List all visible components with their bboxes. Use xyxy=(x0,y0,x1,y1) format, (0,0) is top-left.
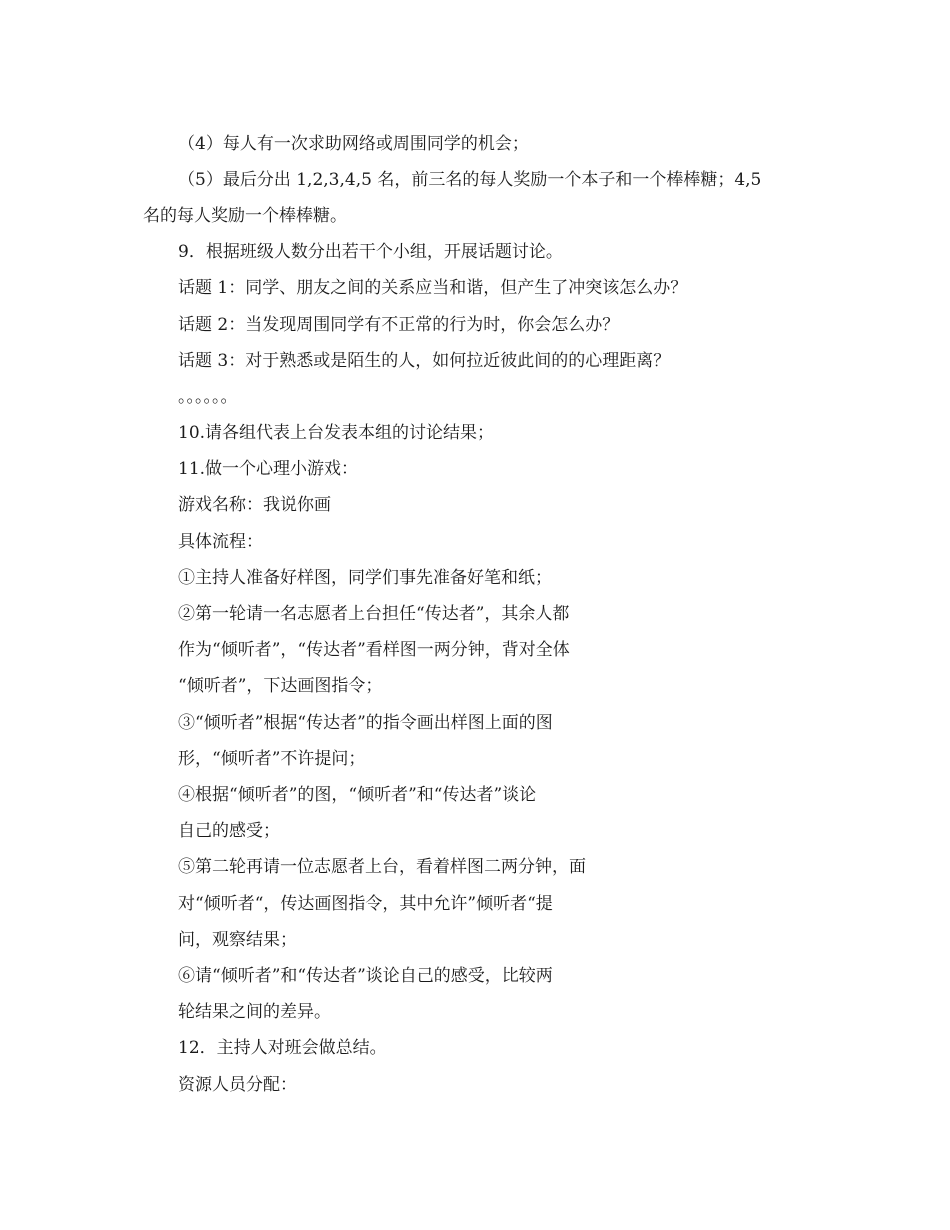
step-10: 10.请各组代表上台发表本组的讨论结果； xyxy=(178,423,495,443)
topic-2: 话题 2：当发现周围同学有不正常的行为时，你会怎么办？ xyxy=(178,315,620,335)
process-heading: 具体流程： xyxy=(178,532,263,552)
rule-item-4: （4）每人有一次求助网络或周围同学的机会； xyxy=(178,134,529,154)
process-step-3-cont: 形，“倾听者”不许提问； xyxy=(178,749,366,769)
rule-item-5: （5）最后分出 1,2,3,4,5 名，前三名的每人奖励一个本子和一个棒棒糖；4,5 xyxy=(178,170,762,190)
process-step-2-cont-2: “倾听者”，下达画图指令； xyxy=(178,676,383,696)
topic-1: 话题 1：同学、朋友之间的关系应当和谐，但产生了冲突该怎么办？ xyxy=(178,278,688,298)
topic-3: 话题 3：对于熟悉或是陌生的人，如何拉近彼此间的的心理距离？ xyxy=(178,351,671,371)
process-step-4-cont: 自己的感受； xyxy=(178,821,280,841)
step-12: 12．主持人对班会做总结。 xyxy=(178,1038,387,1058)
process-step-6: ⑥请“倾听者”和“传达者”谈论自己的感受，比较两 xyxy=(178,966,553,986)
ellipsis-line: 。。。。。。 xyxy=(178,387,238,407)
process-step-4: ④根据“倾听者”的图，“倾听者”和“传达者”谈论 xyxy=(178,785,537,805)
process-step-1: ①主持人准备好样图，同学们事先准备好笔和纸； xyxy=(178,568,552,588)
process-step-2-cont-1: 作为“倾听者”，“传达者”看样图一两分钟，背对全体 xyxy=(178,640,570,660)
process-step-3: ③“倾听者”根据“传达者”的指令画出样图上面的图 xyxy=(178,713,553,733)
process-step-5-cont-1: 对“倾听者“，传达画图指令，其中允许”倾听者“提 xyxy=(178,894,553,914)
rule-item-5-continued: 名的每人奖励一个棒棒糖。 xyxy=(143,206,347,226)
process-step-6-cont: 轮结果之间的差异。 xyxy=(178,1002,331,1022)
resource-allocation-heading: 资源人员分配： xyxy=(178,1075,297,1095)
process-step-5-cont-2: 问，观察结果； xyxy=(178,930,297,950)
step-9: 9．根据班级人数分出若干个小组，开展话题讨论。 xyxy=(178,242,563,262)
process-step-5: ⑤第二轮再请一位志愿者上台，看着样图二两分钟，面 xyxy=(178,857,586,877)
step-11: 11.做一个心理小游戏： xyxy=(178,459,359,479)
process-step-2: ②第一轮请一名志愿者上台担任“传达者”，其余人都 xyxy=(178,604,570,624)
game-name: 游戏名称：我说你画 xyxy=(178,495,331,515)
